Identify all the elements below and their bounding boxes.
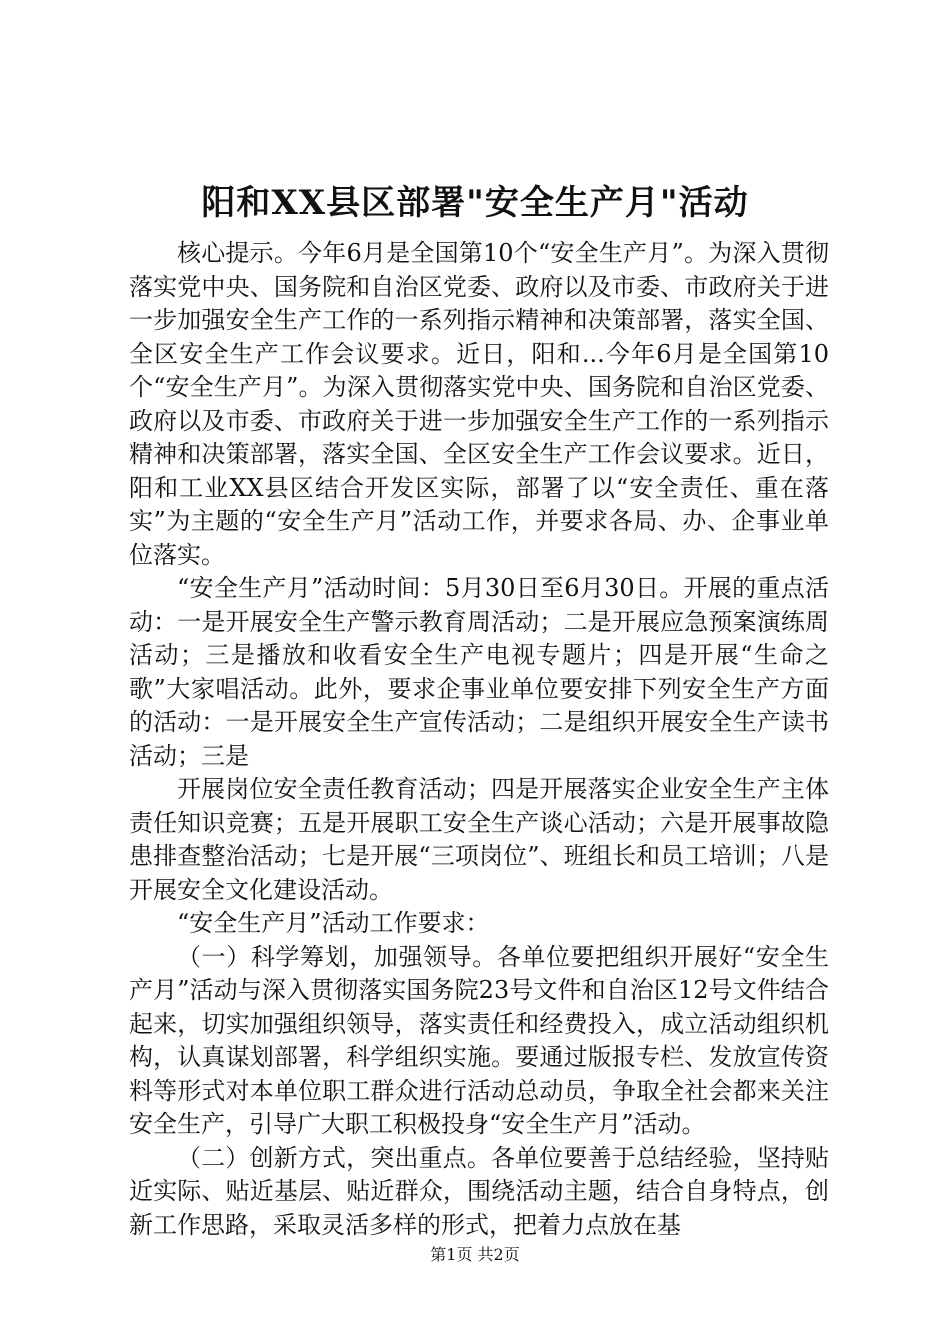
paragraph-summary: 核心提示。今年6月是全国第10个“安全生产月”。为深入贯彻落实党中央、国务院和自治区党委、政府以及市委、市政府关于进一步加强安全生产工作的一系列指示精神和决策部署，落实全国、全区安全生产工作会议要求。近日，阳和...今年6月是全国第10个“安全生产月”。为深入贯彻落实党中央、国务院和自治区党委、政府以及市委、市政府关于进一步加强安全生产工作的一系列指示精神和决策部署，落实全国、全区安全生产工作会议要求。近日，阳和工业XX县区结合开发区实际，部署了以“安全责任、重在落实”为主题的“安全生产月”活动工作，并要求各局、办、企事业单位落实。: [129, 239, 829, 569]
document-body: [129, 237, 829, 1242]
paragraph-activities-continued: 开展岗位安全责任教育活动；四是开展落实企业安全生产主体责任知识竞赛；五是开展职工安全生产谈心活动；六是开展事故隐患排查整治活动；七是开展“三项岗位”、班组长和员工培训；八是开展安全文化建设活动。: [129, 775, 829, 904]
paragraph-requirements-heading: “安全生产月”活动工作要求：: [177, 909, 490, 937]
paragraph-requirement-1: （一）科学筹划，加强领导。各单位要把组织开展好“安全生产月”活动与深入贯彻落实国务院23号文件和自治区12号文件结合起来，切实加强组织领导，落实责任和经费投入，成立活动组织机构，认真谋划部署，科学组织实施。要通过版报专栏、发放宣传资料等形式对本单位职工群众进行活动总动员，争取全社会都来关注安全生产，引导广大职工积极投身“安全生产月”活动。: [129, 942, 829, 1138]
document-title: 阳和XX县区部署"安全生产月"活动: [201, 183, 749, 223]
page-number-footer: 第1页 共2页: [430, 1245, 520, 1264]
paragraph-requirement-2: （二）创新方式，突出重点。各单位要善于总结经验，坚持贴近实际、贴近基层、贴近群众，围绕活动主题，结合自身特点，创新工作思路，采取灵活多样的形式，把着力点放在基: [129, 1143, 829, 1239]
paragraph-activities: “安全生产月”活动时间：5月30日至6月30日。开展的重点活动：一是开展安全生产警示教育周活动；二是开展应急预案演练周活动；三是播放和收看安全生产电视专题片；四是开展“生命之歌”大家唱活动。此外，要求企事业单位要安排下列安全生产方面的活动：一是开展安全生产宣传活动；二是组织开展安全生产读书活动；三是: [129, 574, 829, 770]
